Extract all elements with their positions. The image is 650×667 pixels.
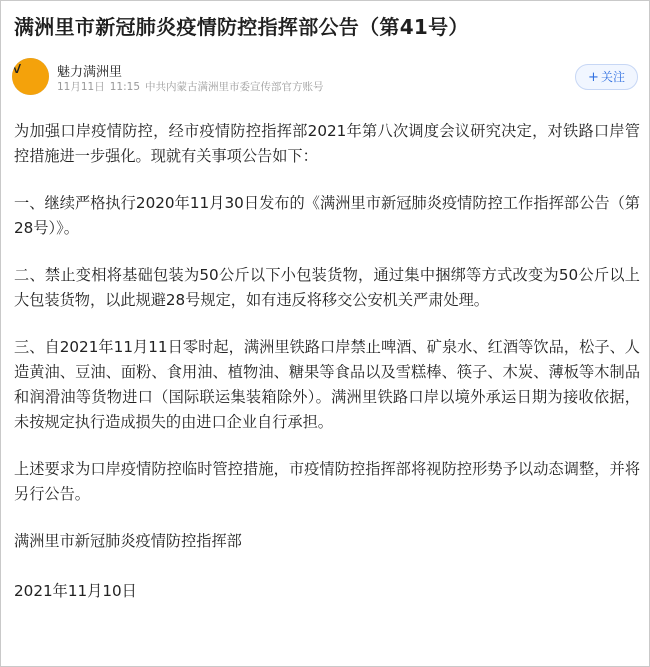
post-time: 11:15: [109, 81, 140, 93]
post-date: 11月11日: [57, 81, 105, 93]
paragraph-intro: 为加强口岸疫情防控，经市疫情防控指挥部2021年第八次调度会议研究决定，对铁路口岸管控措施进一步强化。现就有关事项公告如下：: [14, 122, 640, 165]
author-name[interactable]: 魅力满洲里: [57, 65, 123, 80]
issue-date: 2021年11月10日: [14, 582, 137, 600]
author-meta: [57, 79, 329, 94]
verified-badge-mark: v: [12, 58, 49, 95]
paragraph-item-3: 三、自2021年11月11日零时起，满洲里铁路口岸禁止啤酒、矿泉水、红酒等饮品，松子、人造黄油、豆油、面粉、食用油、植物油、糖果等食品以及雪糕棒、筷子、木炭、薄板等木制品和润滑油等货物进口（国际联运集装箱除外）。满洲里铁路口岸以境外承运日期为接收依据，未按规定执行造成损失的由进口企业自行承担。: [14, 338, 640, 431]
article-title: 满洲里市新冠肺炎疫情防控指挥部公告（第41号）: [14, 15, 469, 39]
paragraph-closing: 上述要求为口岸疫情防控临时管控措施，市疫情防控指挥部将视防控形势予以动态调整，并将另行公告。: [14, 460, 640, 503]
paragraph-item-2: 二、禁止变相将基础包装为50公斤以下小包装货物，通过集中捆绑等方式改变为50公斤以上大包装货物，以此规避28号规定，如有违反将移交公安机关严肃处理。: [14, 266, 640, 309]
follow-button[interactable]: [575, 64, 638, 90]
author-description: 中共内蒙古满洲里市委宣传部官方账号: [145, 81, 324, 93]
article-body: [14, 119, 640, 626]
follow-label: 关注: [600, 70, 625, 84]
author-bar: [12, 58, 640, 98]
paragraph-item-1: 一、继续严格执行2020年11月30日发布的《满洲里市新冠肺炎疫情防控工作指挥部公告（第28号）》。: [14, 194, 640, 237]
plus-icon: +: [588, 70, 599, 85]
signature: 满洲里市新冠肺炎疫情防控指挥部: [14, 532, 242, 550]
